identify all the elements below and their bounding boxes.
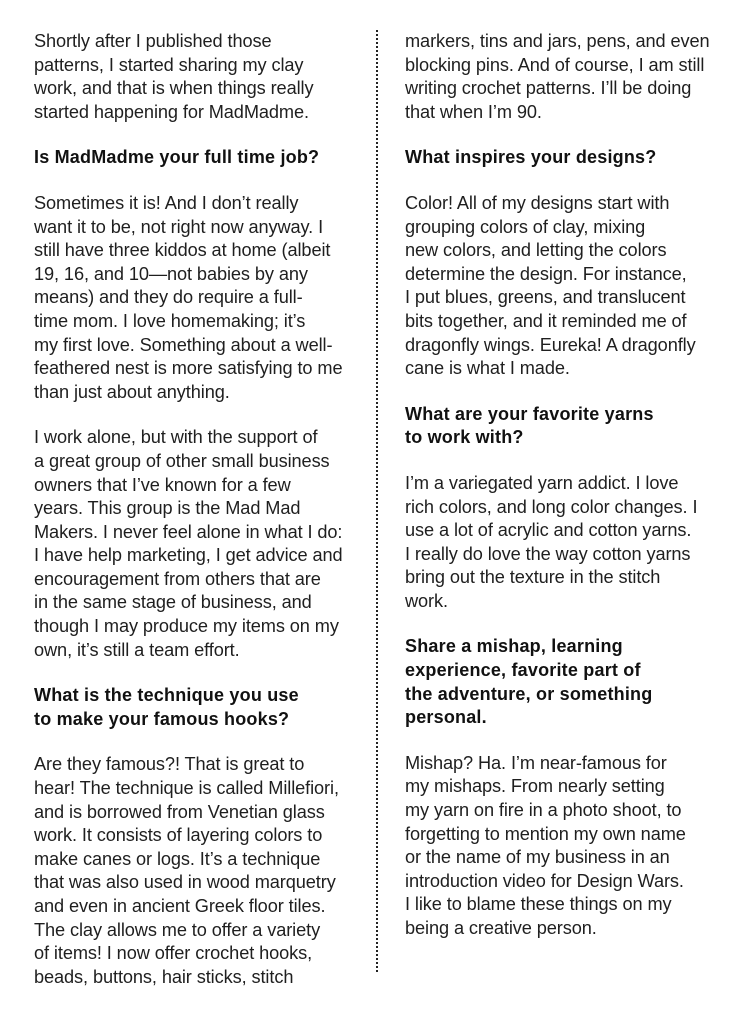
text-line: work. xyxy=(405,590,448,611)
text-line: determine the design. For instance, xyxy=(405,263,687,284)
text-line: that was also used in wood marquetry xyxy=(34,872,336,893)
text-line: make canes or logs. It’s a technique xyxy=(34,848,321,869)
text-line: being a creative person. xyxy=(405,918,597,938)
text-line: I like to blame these things on my xyxy=(405,894,672,915)
text-line: hear! The technique is called Millefiori, xyxy=(34,778,339,799)
text-line: work. It consists of layering colors to xyxy=(34,825,323,846)
text-line: patterns, I started sharing my clay xyxy=(34,54,304,75)
text-line: beads, buttons, hair sticks, stitch xyxy=(34,966,294,987)
text-line: still have three kiddos at home (albeit xyxy=(34,240,331,261)
text-line: means) and they do require a full- xyxy=(34,287,303,308)
heading-line: Share a mishap, learning xyxy=(405,636,623,657)
text-line: bits together, and it reminded me of xyxy=(405,310,687,331)
text-line: cane is what I made. xyxy=(405,358,570,379)
text-line: Are they famous?! That is great to xyxy=(34,754,305,775)
question-heading xyxy=(34,146,354,170)
question-heading xyxy=(405,403,720,450)
text-line: in the same stage of business, and xyxy=(34,592,312,613)
text-line: Color! All of my designs start with xyxy=(405,192,670,213)
text-line: forgetting to mention my own name xyxy=(405,823,686,844)
question-heading xyxy=(405,146,720,170)
text-line: or the name of my business in an xyxy=(405,847,670,868)
paragraph xyxy=(405,752,720,941)
text-line: feathered nest is more satisfying to me xyxy=(34,358,343,379)
text-line: my yarn on fire in a photo shoot, to xyxy=(405,800,682,821)
text-line: a great group of other small business xyxy=(34,450,330,471)
paragraph xyxy=(34,426,354,662)
text-line: writing crochet patterns. I’ll be doing xyxy=(405,78,692,99)
paragraph xyxy=(34,30,354,124)
paragraph xyxy=(405,30,720,124)
text-line: want it to be, not right now anyway. I xyxy=(34,216,324,237)
text-line: introduction video for Design Wars. xyxy=(405,870,684,891)
text-line: use a lot of acrylic and cotton yarns. xyxy=(405,520,692,541)
question-heading xyxy=(34,684,354,731)
text-line: dragonfly wings. Eureka! A dragonfly xyxy=(405,334,696,355)
text-line: encouragement from others that are xyxy=(34,568,321,589)
text-line: I really do love the way cotton yarns xyxy=(405,543,691,564)
text-line: The clay allows me to offer a variety xyxy=(34,919,321,940)
paragraph xyxy=(405,472,720,614)
text-line: and even in ancient Greek floor tiles. xyxy=(34,896,326,916)
text-line: though I may produce my items on my xyxy=(34,616,339,637)
text-line: 19, 16, and 10—not babies by any xyxy=(34,263,308,284)
text-line: bring out the texture in the stitch xyxy=(405,567,661,588)
text-line: my mishaps. From nearly setting xyxy=(405,776,665,797)
text-line: my first love. Something about a well- xyxy=(34,334,333,355)
heading-line: Is MadMadme your full time job? xyxy=(34,147,320,168)
left-column xyxy=(34,30,354,1011)
text-line: rich colors, and long color changes. I xyxy=(405,496,698,517)
heading-line: What is the technique you use xyxy=(34,685,299,706)
heading-line: to work with? xyxy=(405,427,524,448)
right-column xyxy=(405,30,720,963)
heading-line: the adventure, or something xyxy=(405,683,653,704)
text-line: started happening for MadMadme. xyxy=(34,101,309,122)
text-line: Sometimes it is! And I don’t really xyxy=(34,192,299,213)
text-line: Makers. I never feel alone in what I do: xyxy=(34,521,343,542)
text-line: that when I’m 90. xyxy=(405,101,542,122)
paragraph xyxy=(34,192,354,404)
heading-line: What inspires your designs? xyxy=(405,147,657,168)
text-line: years. This group is the Mad Mad xyxy=(34,498,301,519)
text-line: own, it’s still a team effort. xyxy=(34,639,240,660)
text-line: Mishap? Ha. I’m near-famous for xyxy=(405,752,667,773)
column-divider xyxy=(376,30,378,972)
text-line: I’m a variegated yarn addict. I love xyxy=(405,472,679,493)
text-line: new colors, and letting the colors xyxy=(405,240,667,261)
text-line: I work alone, but with the support of xyxy=(34,427,318,448)
paragraph xyxy=(405,192,720,381)
text-line: of items! I now offer crochet hooks, xyxy=(34,943,313,964)
text-line: I put blues, greens, and translucent xyxy=(405,287,686,308)
text-line: grouping colors of clay, mixing xyxy=(405,216,646,237)
text-line: and is borrowed from Venetian glass xyxy=(34,801,325,822)
text-line: Shortly after I published those xyxy=(34,31,272,51)
heading-line: experience, favorite part of xyxy=(405,660,641,681)
heading-line: personal. xyxy=(405,707,487,728)
text-line: markers, tins and jars, pens, and even xyxy=(405,31,710,51)
text-line: work, and that is when things really xyxy=(34,78,314,99)
text-line: I have help marketing, I get advice and xyxy=(34,545,343,566)
text-line: blocking pins. And of course, I am still xyxy=(405,54,705,75)
heading-line: What are your favorite yarns xyxy=(405,403,654,424)
heading-line: to make your famous hooks? xyxy=(34,708,290,729)
text-line: than just about anything. xyxy=(34,381,230,402)
text-line: time mom. I love homemaking; it’s xyxy=(34,310,306,331)
paragraph xyxy=(34,753,354,989)
question-heading xyxy=(405,635,720,729)
text-line: owners that I’ve known for a few xyxy=(34,474,291,495)
